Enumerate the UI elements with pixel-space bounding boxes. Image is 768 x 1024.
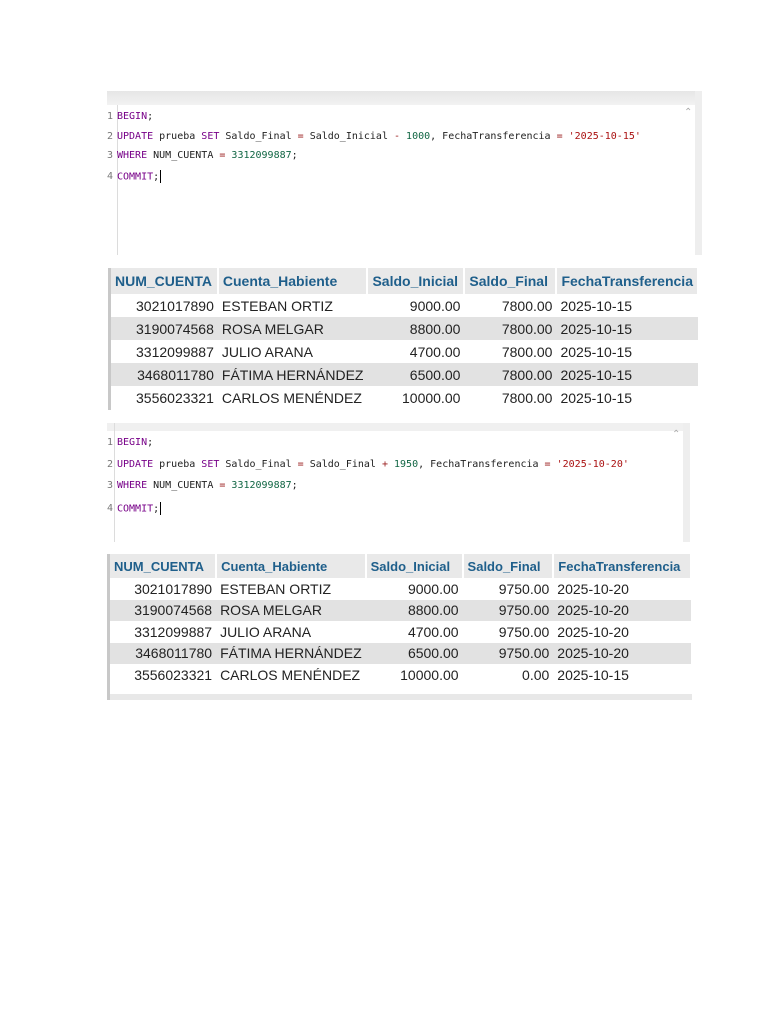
- table-cell: 6500.00: [366, 643, 463, 665]
- code-line[interactable]: [107, 150, 298, 161]
- code-token: , FechaTransferencia: [418, 458, 545, 470]
- table-cell: 2025-10-15: [556, 363, 698, 386]
- table-cell: ROSA MELGAR: [218, 317, 368, 340]
- table-cell: 3312099887: [136, 343, 214, 360]
- table-row[interactable]: [110, 600, 691, 622]
- table-cell: 3556023321: [134, 666, 213, 683]
- table-cell: 9750.00: [463, 600, 554, 622]
- table-cell: 10000.00: [400, 666, 459, 683]
- table-cell: 3190074568: [110, 600, 216, 622]
- code-line[interactable]: [107, 170, 161, 183]
- table-cell: 2025-10-20: [553, 600, 691, 622]
- table-cell: 4700.00: [409, 343, 461, 360]
- line-number: 4: [107, 503, 114, 514]
- editor-toolbar: [107, 423, 683, 431]
- code-token: =: [297, 130, 304, 142]
- column-header[interactable]: Saldo_Inicial: [367, 268, 464, 294]
- table-cell: ESTEBAN ORTIZ: [220, 580, 332, 597]
- table-cell: 9000.00: [407, 580, 459, 597]
- code-line[interactable]: [107, 111, 153, 122]
- code-token: 3312099887: [231, 150, 292, 161]
- header-row: [110, 554, 691, 578]
- table-cell: 9750.00: [498, 623, 550, 640]
- code-line[interactable]: [107, 437, 153, 448]
- code-token: 1950: [394, 458, 419, 470]
- column-header[interactable]: Saldo_Final: [463, 554, 554, 578]
- line-number: 1: [107, 111, 114, 122]
- table-cell: FÁTIMA HERNÁNDEZ: [218, 363, 368, 386]
- table-cell: 0.00: [522, 666, 550, 683]
- table-cell: 2025-10-20: [557, 623, 629, 640]
- code-token: COMMIT: [117, 171, 154, 182]
- line-number: 3: [107, 150, 114, 161]
- table-row[interactable]: [111, 317, 698, 340]
- code-token: WHERE: [117, 150, 148, 161]
- table-row[interactable]: [111, 294, 698, 317]
- text-cursor: [160, 170, 161, 183]
- code-token: NUM_CUENTA: [147, 150, 220, 161]
- code-token: Saldo_Final: [219, 130, 298, 142]
- table-cell: 3021017890: [136, 297, 214, 314]
- line-number: 4: [107, 171, 114, 182]
- code-token: UPDATE: [117, 130, 154, 142]
- table-cell: 2025-10-15: [557, 666, 629, 683]
- table-row[interactable]: [111, 340, 698, 363]
- code-token: =: [219, 150, 226, 161]
- table-row[interactable]: [110, 664, 691, 686]
- table-cell: 2025-10-15: [560, 297, 633, 314]
- table-row[interactable]: [111, 363, 698, 386]
- partial-row: [110, 694, 692, 700]
- code-token: UPDATE: [117, 458, 154, 470]
- table-row[interactable]: [110, 621, 691, 643]
- code-token: prueba: [153, 130, 202, 142]
- column-header[interactable]: Saldo_Final: [464, 268, 556, 294]
- code-token: Saldo_Inicial: [303, 130, 394, 142]
- table-cell: JULIO ARANA: [221, 343, 313, 360]
- code-token: Saldo_Final: [303, 458, 382, 470]
- table-cell: FÁTIMA HERNÁNDEZ: [216, 643, 366, 665]
- table-cell: 3312099887: [134, 623, 213, 640]
- result-grid-2: [107, 554, 692, 700]
- code-token: =: [219, 480, 226, 491]
- table-cell: 7800.00: [464, 363, 556, 386]
- code-token: ;: [147, 111, 154, 122]
- table-cell: CARLOS MENÉNDEZ: [221, 389, 362, 406]
- table-cell: 6500.00: [367, 363, 464, 386]
- table-cell: 2025-10-20: [557, 580, 629, 597]
- code-token: ;: [147, 437, 154, 448]
- chevron-up-icon[interactable]: ⌃: [684, 107, 693, 118]
- code-token: +: [381, 458, 388, 470]
- table-row[interactable]: [110, 578, 691, 600]
- code-token: SET: [201, 130, 220, 142]
- code-token: '2025-10-15': [568, 130, 641, 142]
- code-token: BEGIN: [117, 437, 148, 448]
- code-line[interactable]: [107, 480, 298, 491]
- table-cell: 7800.00: [464, 317, 556, 340]
- table-cell: ROSA MELGAR: [216, 600, 366, 622]
- table-cell: 9000.00: [409, 297, 461, 314]
- code-token: prueba: [153, 458, 202, 470]
- code-token: SET: [201, 458, 220, 470]
- code-token: 1000: [406, 130, 431, 142]
- editor-toolbar: [107, 91, 695, 105]
- table-cell: 9750.00: [498, 580, 550, 597]
- code-token: '2025-10-20': [556, 458, 629, 470]
- result-table-2: [110, 554, 692, 686]
- code-token: , FechaTransferencia: [430, 130, 557, 142]
- table-cell: 8800.00: [367, 317, 464, 340]
- table-row[interactable]: [111, 386, 698, 409]
- table-cell: 3468011780: [111, 363, 218, 386]
- code-line[interactable]: [107, 131, 641, 142]
- code-token: WHERE: [117, 480, 148, 491]
- code-token: Saldo_Final: [219, 458, 298, 470]
- table-cell: 8800.00: [366, 600, 463, 622]
- column-header[interactable]: NUM_CUENTA: [110, 554, 216, 578]
- code-token: ;: [153, 503, 160, 514]
- column-header[interactable]: NUM_CUENTA: [111, 268, 218, 294]
- table-cell: 2025-10-15: [560, 343, 633, 360]
- table-cell: 7800.00: [501, 297, 553, 314]
- code-token: -: [393, 130, 401, 142]
- code-token: NUM_CUENTA: [147, 480, 220, 491]
- code-token: ;: [291, 150, 298, 161]
- table-row[interactable]: [110, 643, 691, 665]
- code-token: BEGIN: [117, 111, 148, 122]
- table-cell: 4700.00: [407, 623, 459, 640]
- code-token: =: [544, 458, 551, 470]
- table-cell: 9750.00: [463, 643, 554, 665]
- table-cell: 7800.00: [501, 343, 553, 360]
- chevron-up-icon[interactable]: ⌃: [672, 429, 681, 440]
- line-number: 1: [107, 437, 114, 448]
- code-token: ;: [153, 171, 160, 182]
- line-number: 2: [107, 130, 114, 142]
- line-number: 2: [107, 458, 114, 470]
- table-cell: 3468011780: [110, 643, 216, 665]
- table-cell: JULIO ARANA: [220, 623, 312, 640]
- line-number: 3: [107, 480, 114, 491]
- table-cell: ESTEBAN ORTIZ: [221, 297, 333, 314]
- table-cell: 3190074568: [111, 317, 218, 340]
- result-grid-1: [108, 268, 699, 410]
- column-header[interactable]: Cuenta_Habiente: [216, 554, 366, 578]
- sql-editor-2[interactable]: [107, 423, 690, 542]
- text-cursor: [160, 502, 161, 515]
- code-line[interactable]: [107, 459, 629, 470]
- table-cell: 2025-10-15: [556, 317, 698, 340]
- table-cell: 3021017890: [134, 580, 213, 597]
- table-cell: 3556023321: [136, 389, 214, 406]
- table-cell: CARLOS MENÉNDEZ: [220, 666, 361, 683]
- table-cell: 2025-10-15: [560, 389, 633, 406]
- table-cell: 2025-10-20: [553, 643, 691, 665]
- header-row: [111, 268, 698, 294]
- column-header[interactable]: Cuenta_Habiente: [218, 268, 368, 294]
- column-header[interactable]: Saldo_Inicial: [366, 554, 463, 578]
- table-cell: 7800.00: [501, 389, 553, 406]
- sql-editor-1[interactable]: [107, 91, 702, 255]
- result-table-1: [111, 268, 699, 409]
- code-token: =: [556, 130, 563, 142]
- table-cell: 10000.00: [402, 389, 461, 406]
- code-line[interactable]: [107, 502, 161, 515]
- code-token: 3312099887: [231, 480, 292, 491]
- column-header[interactable]: FechaTransferencia: [556, 268, 698, 294]
- code-token: ;: [291, 480, 298, 491]
- code-token: =: [297, 458, 304, 470]
- column-header[interactable]: FechaTransferencia: [553, 554, 691, 578]
- code-token: COMMIT: [117, 503, 154, 514]
